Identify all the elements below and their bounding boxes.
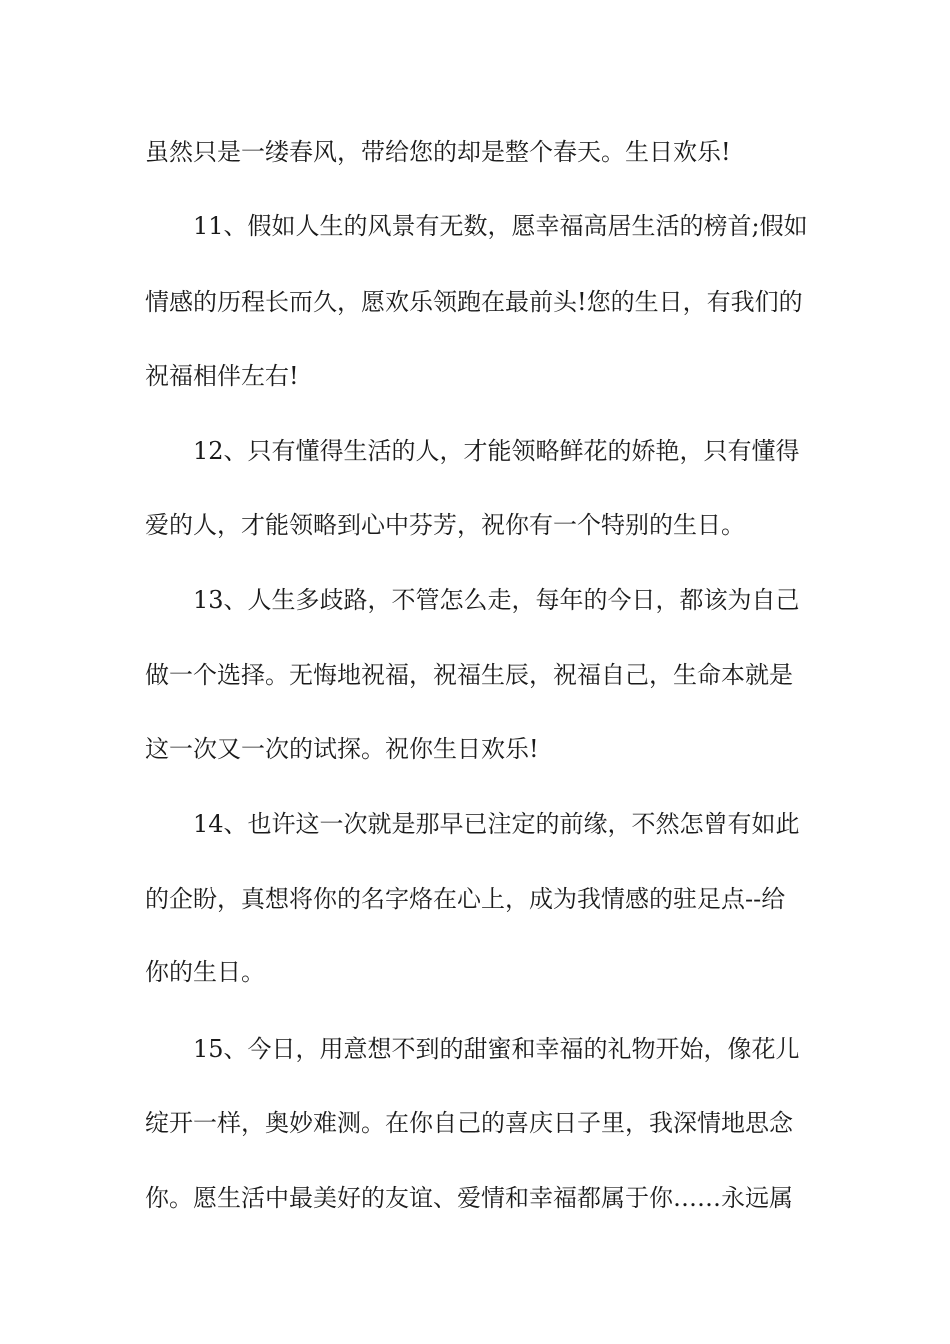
text-line: 14、也许这一次就是那早已注定的前缘，不然怎曾有如此: [193, 810, 800, 838]
text-line: 绽开一样，奥妙难测。在你自己的喜庆日子里，我深情地思念: [145, 1109, 793, 1137]
text-line: 这一次又一次的试探。祝你生日欢乐!: [145, 735, 539, 763]
text-line: 11、假如人生的风景有无数，愿幸福高居生活的榜首;假如: [193, 212, 808, 240]
text-line: 13、人生多歧路，不管怎么走，每年的今日，都该为自己: [193, 586, 800, 614]
text-line: 虽然只是一缕春风，带给您的却是整个春天。生日欢乐!: [145, 138, 731, 166]
text-line: 你。愿生活中最美好的友谊、爱情和幸福都属于你……永远属: [145, 1184, 793, 1212]
text-line: 做一个选择。无悔地祝福，祝福生辰，祝福自己，生命本就是: [145, 661, 793, 689]
text-line: 的企盼，真想将你的名字烙在心上，成为我情感的驻足点--给: [145, 885, 786, 913]
text-line: 15、今日，用意想不到的甜蜜和幸福的礼物开始，像花儿: [193, 1035, 800, 1063]
text-line: 爱的人，才能领略到心中芬芳，祝你有一个特别的生日。: [145, 511, 745, 539]
text-line: 祝福相伴左右!: [145, 362, 299, 390]
text-line: 你的生日。: [145, 958, 265, 986]
text-line: 12、只有懂得生活的人，才能领略鲜花的娇艳，只有懂得: [193, 437, 800, 465]
text-line: 情感的历程长而久，愿欢乐领跑在最前头!您的生日，有我们的: [145, 288, 803, 316]
